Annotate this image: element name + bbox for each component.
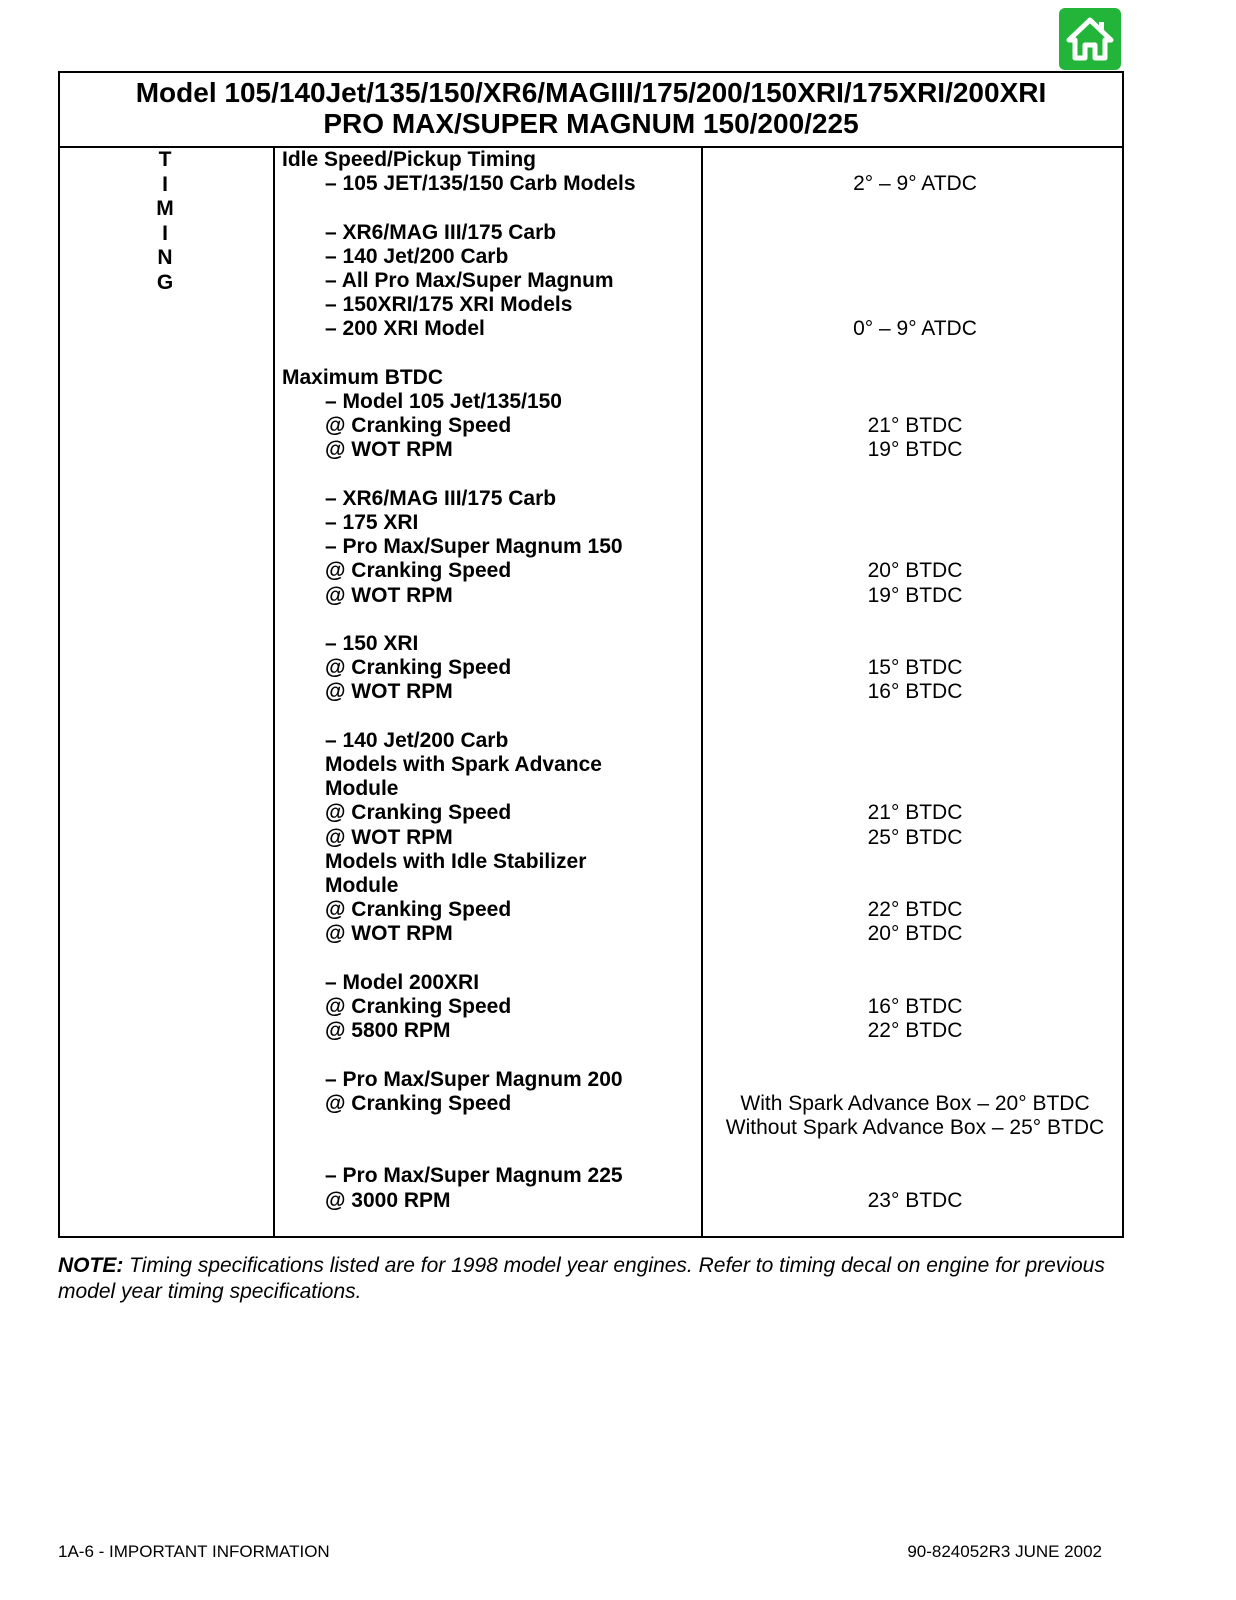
spec-label: @ Cranking Speed	[325, 898, 512, 922]
spec-label: @ Cranking Speed	[325, 801, 512, 825]
spec-value: 22° BTDC	[867, 1019, 963, 1043]
spec-value: With Spark Advance Box – 20° BTDC	[740, 1091, 1090, 1115]
spec-label: – 140 Jet/200 Carb	[325, 244, 509, 268]
spec-label: – All Pro Max/Super Magnum	[325, 269, 614, 292]
spec-value: Without Spark Advance Box – 25° BTDC	[725, 1116, 1105, 1139]
spec-label: @ WOT RPM	[325, 583, 453, 607]
spec-label: @ 5800 RPM	[325, 1019, 451, 1043]
note	[58, 1253, 1148, 1305]
spec-label: – 200 XRI Model	[325, 317, 485, 341]
spec-label: – 175 XRI	[325, 511, 419, 534]
column-divider	[273, 148, 275, 1236]
category-label-timing	[150, 148, 180, 296]
category-letter: M	[156, 197, 174, 221]
category-letter: N	[157, 246, 173, 270]
spec-value: 20° BTDC	[867, 922, 963, 946]
spec-value: 20° BTDC	[867, 559, 963, 583]
spec-label: – 140 Jet/200 Carb	[325, 728, 509, 752]
spec-label: – 150 XRI	[325, 632, 419, 655]
note-text: Timing specifications listed are for 1998 model year engines. Refer to timing decal on engine for previous model year timing specifications.	[58, 1254, 1105, 1303]
note-label: NOTE:	[58, 1254, 124, 1277]
spec-label: @ WOT RPM	[325, 825, 453, 849]
spec-value: 16° BTDC	[867, 680, 963, 704]
spec-label: – XR6/MAG III/175 Carb	[325, 486, 557, 510]
spec-label: @ Cranking Speed	[325, 995, 512, 1018]
timing-spec-table	[58, 71, 1124, 1238]
spec-label: – 105 JET/135/150 Carb Models	[325, 172, 636, 196]
spec-label: @ Cranking Speed	[325, 414, 512, 438]
spec-label: – Model 200XRI	[325, 970, 480, 994]
category-letter: G	[156, 270, 174, 294]
spec-value: 22° BTDC	[867, 898, 963, 922]
spec-label: Maximum BTDC	[282, 365, 444, 389]
title-line-1: Model 105/140Jet/135/150/XR6/MAGIII/175/200/150XRI/175XRI/200XRI	[135, 77, 1047, 108]
category-letter: I	[162, 172, 168, 196]
spec-label: – Pro Max/Super Magnum 150	[325, 535, 623, 559]
spec-label: – Model 105 Jet/135/150	[325, 390, 562, 413]
spec-label: @ Cranking Speed	[325, 656, 512, 680]
spec-label: – Pro Max/Super Magnum 225	[325, 1164, 623, 1188]
spec-label: @ Cranking Speed	[325, 1091, 512, 1115]
spec-value: 16° BTDC	[867, 995, 963, 1018]
spec-label: @ WOT RPM	[325, 438, 453, 462]
spec-label: Idle Speed/Pickup Timing	[282, 148, 536, 171]
spec-value: 0° – 9° ATDC	[853, 317, 977, 341]
spec-value: 15° BTDC	[867, 656, 963, 680]
footer-section: 1A-6 - IMPORTANT INFORMATION	[58, 1542, 330, 1561]
spec-label: Module	[325, 777, 399, 801]
spec-label: Models with Idle Stabilizer	[325, 849, 587, 873]
spec-label: @ 3000 RPM	[325, 1188, 451, 1212]
spec-label: – Pro Max/Super Magnum 200	[325, 1067, 623, 1091]
category-letter: I	[162, 221, 168, 245]
title-line-2: PRO MAX/SUPER MAGNUM 150/200/225	[323, 108, 859, 139]
spec-value: 21° BTDC	[867, 414, 963, 438]
spec-value: 21° BTDC	[867, 801, 963, 825]
home-icon	[1065, 14, 1115, 64]
spec-label: @ WOT RPM	[325, 680, 453, 704]
spec-value: 23° BTDC	[867, 1188, 963, 1212]
spec-label: Module	[325, 874, 399, 897]
table-title	[60, 73, 1122, 148]
spec-label: @ Cranking Speed	[325, 559, 512, 583]
spec-label: – 150XRI/175 XRI Models	[325, 293, 573, 317]
home-button[interactable]	[1059, 8, 1121, 70]
spec-label: – XR6/MAG III/175 Carb	[325, 220, 557, 244]
spec-value: 19° BTDC	[867, 438, 963, 462]
footer-doc-number: 90-824052R3 JUNE 2002	[907, 1542, 1102, 1561]
spec-label: Models with Spark Advance	[325, 753, 602, 776]
spec-value: 19° BTDC	[867, 583, 963, 607]
spec-label: @ WOT RPM	[325, 922, 453, 946]
spec-value: 2° – 9° ATDC	[853, 172, 977, 196]
category-letter: T	[158, 148, 172, 171]
spec-value: 25° BTDC	[867, 825, 963, 849]
